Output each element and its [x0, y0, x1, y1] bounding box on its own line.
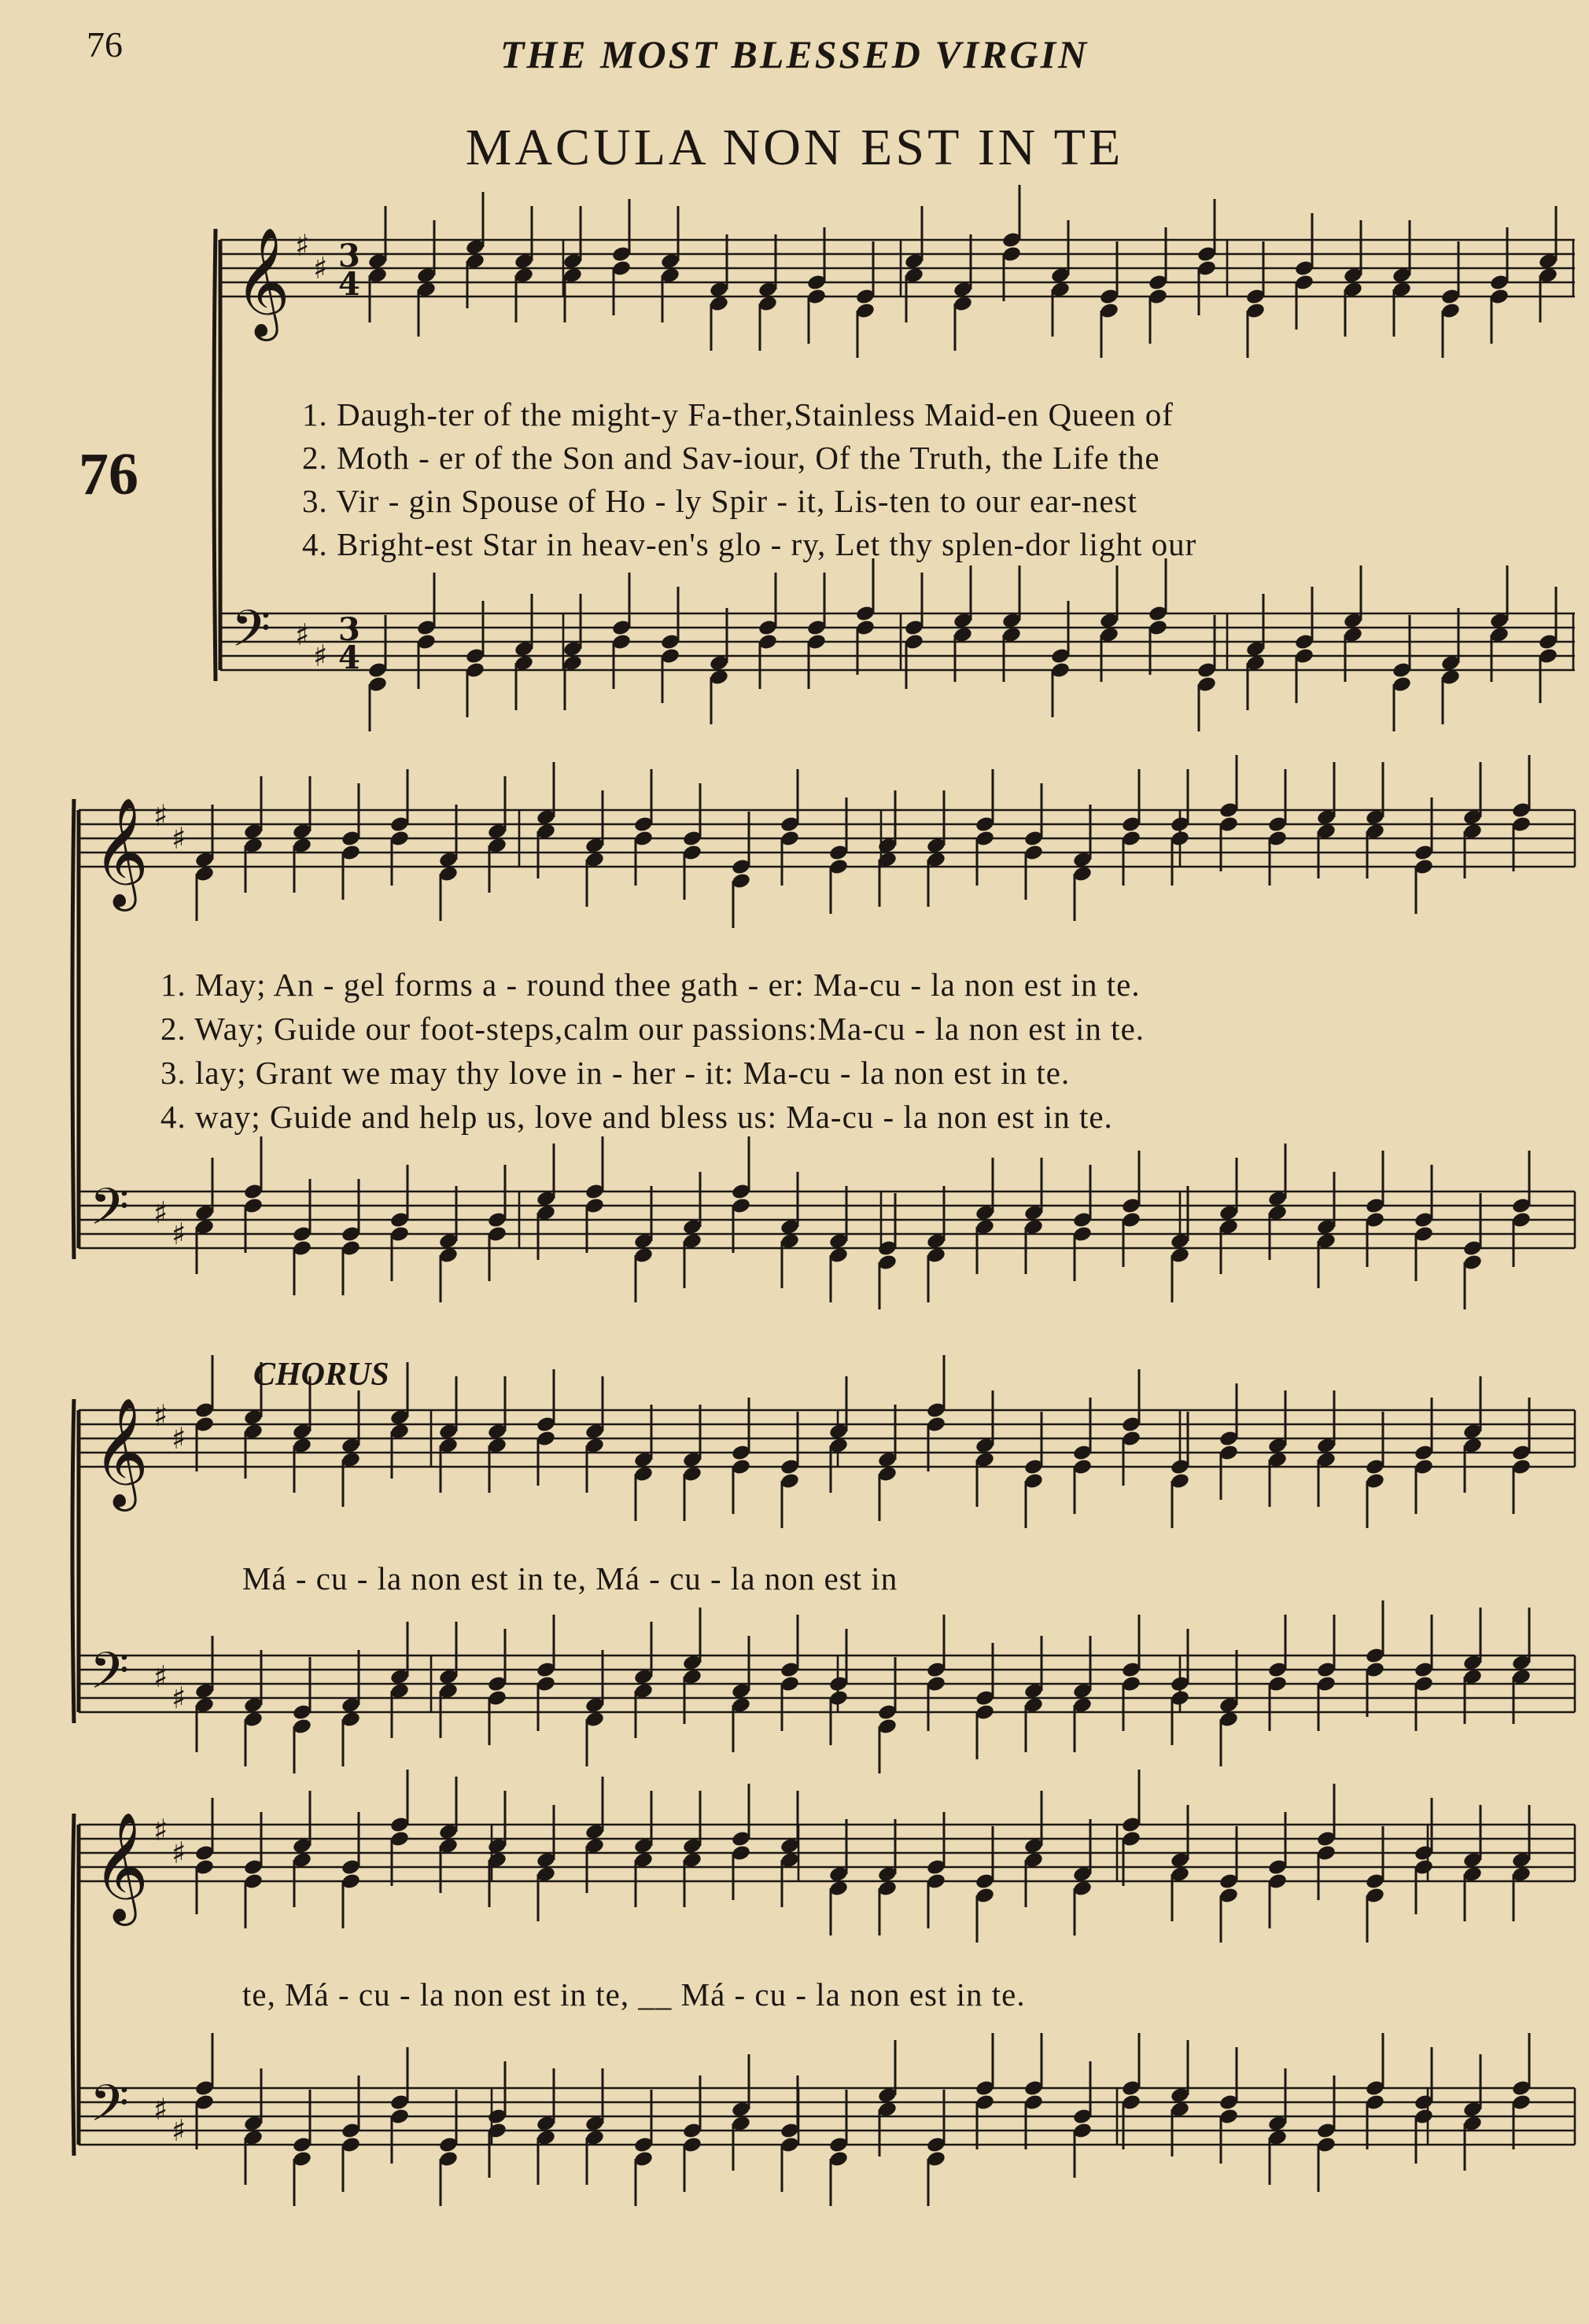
hymn-number: 76 — [79, 441, 138, 507]
verse-line-2: 2. Moth - er of the Son and Sav-iour, Of the Truth, the Life the — [302, 440, 1160, 476]
sharp-icon: ♯ — [153, 1659, 168, 1694]
sharp-icon: ♯ — [153, 1195, 168, 1230]
hymn-title: MACULA NON EST IN TE — [465, 119, 1124, 176]
bass-clef-icon: 𝄢 — [90, 1642, 130, 1713]
verse-line-4: 4. way; Guide and help us, love and bless us: Ma-cu - la non est in te. — [160, 1099, 1113, 1135]
chorus-label: CHORUS — [253, 1357, 389, 1393]
sharp-icon: ♯ — [313, 639, 328, 673]
system-brace — [72, 799, 74, 1259]
sharp-icon: ♯ — [171, 1836, 186, 1870]
sharp-icon: ♯ — [295, 228, 310, 263]
page-number: 76 — [87, 24, 123, 64]
sharp-icon: ♯ — [171, 1421, 186, 1456]
sharp-icon: ♯ — [153, 1813, 168, 1847]
sharp-icon: ♯ — [171, 1217, 186, 1251]
sharp-icon: ♯ — [153, 798, 168, 833]
system-brace — [214, 229, 216, 681]
verse-line-3: 3. lay; Grant we may thy love in - her - it: Ma-cu - la non est in te. — [160, 1055, 1071, 1091]
time-signature-icon: 3 — [338, 611, 360, 648]
bass-clef-icon: 𝄢 — [90, 2075, 130, 2145]
sharp-icon: ♯ — [171, 1681, 186, 1715]
time-signature-icon: 3 — [338, 238, 360, 274]
treble-clef-icon: 𝄞 — [234, 227, 290, 337]
chorus-lyrics-line-1: Má - cu - la non est in te, Má - cu - la non est in — [242, 1560, 898, 1597]
treble-clef-icon: 𝄞 — [93, 1398, 149, 1507]
bass-clef-icon: 𝄢 — [231, 600, 271, 671]
sharp-icon: ♯ — [153, 2092, 168, 2127]
time-signature-icon: 4 — [338, 266, 360, 303]
verse-line-3: 3. Vir - gin Spouse of Ho - ly Spir - it, Lis-ten to our ear-nest — [302, 483, 1137, 519]
verse-line-1: 1. May; An - gel forms a - round thee gath - er: Ma-cu - la non est in te. — [160, 967, 1141, 1003]
system-brace — [72, 1814, 74, 2156]
sharp-icon: ♯ — [171, 821, 186, 856]
system-brace — [72, 1399, 74, 1723]
sharp-icon: ♯ — [153, 1398, 168, 1433]
running-head: THE MOST BLESSED VIRGIN — [500, 32, 1089, 76]
bass-clef-icon: 𝄢 — [90, 1178, 130, 1249]
time-signature-icon: 4 — [338, 639, 360, 676]
verse-line-2: 2. Way; Guide our foot-steps,calm our passions:Ma-cu - la non est in te. — [160, 1011, 1145, 1047]
sharp-icon: ♯ — [171, 2113, 186, 2148]
sharp-icon: ♯ — [295, 617, 310, 652]
verse-line-1: 1. Daugh-ter of the might-y Fa-ther,Stainless Maid-en Queen of — [302, 396, 1174, 433]
verse-line-4: 4. Bright-est Star in heav-en's glo - ry, Let thy splen-dor light our — [302, 526, 1197, 562]
sharp-icon: ♯ — [313, 251, 328, 285]
treble-clef-icon: 𝄞 — [93, 797, 149, 907]
chorus-lyrics-line-2: te, Má - cu - la non est in te, __ Má - cu - la non est in te. — [242, 1976, 1026, 2013]
treble-clef-icon: 𝄞 — [93, 1812, 149, 1921]
